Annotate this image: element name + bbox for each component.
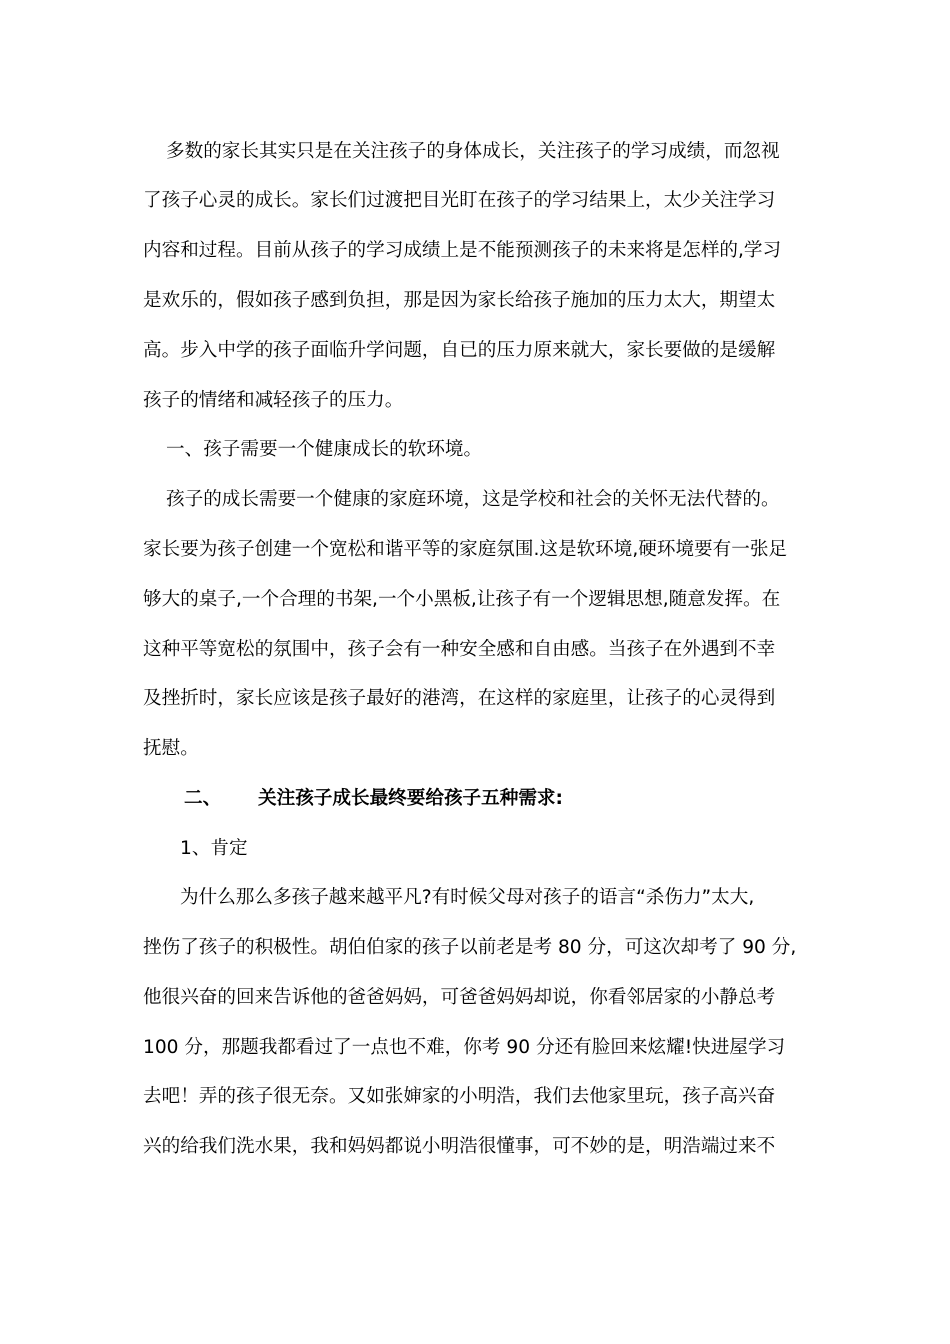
paragraph-2-line-3: 够大的桌子,一个合理的书架,一个小黑板,让孩子有一个逻辑思想,随意发挥。在 [143, 589, 781, 610]
paragraph-3-line-3: 他很兴奋的回来告诉他的爸爸妈妈，可爸爸妈妈却说，你看邻居家的小静总考 [143, 987, 776, 1008]
paragraph-2-line-1: 孩子的成长需要一个健康的家庭环境，这是学校和社会的关怀无法代替的。 [166, 489, 780, 510]
paragraph-3-line-1: 为什么那么多孩子越来越平凡?有时候父母对孩子的语言“杀伤力”太大, [180, 887, 755, 908]
paragraph-1-line-4: 是欢乐的，假如孩子感到负担，那是因为家长给孩子施加的压力太大，期望太 [143, 290, 776, 311]
paragraph-1-line-5: 高。步入中学的孩子面临升学问题，自已的压力原来就大，家长要做的是缓解 [143, 340, 776, 361]
paragraph-3-line-2: 挫伤了孩子的积极性。胡伯伯家的孩子以前老是考 80 分，可这次却考了 90 分, [143, 937, 797, 958]
paragraph-2-line-6: 抚慰。 [143, 738, 199, 759]
paragraph-3-line-4: 100 分，那题我都看过了一点也不难，你考 90 分还有脸回来炫耀!快进屋学习 [143, 1037, 786, 1058]
paragraph-2-line-4: 这种平等宽松的氛围中，孩子会有一种安全感和自由感。当孩子在外遇到不幸 [143, 639, 776, 660]
paragraph-3-line-6: 兴的给我们洗水果，我和妈妈都说小明浩很懂事，可不妙的是，明浩端过来不 [143, 1136, 776, 1157]
paragraph-1-line-2: 了孩子心灵的成长。家长们过渡把目光盯在孩子的学习结果上，太少关注学习 [143, 190, 776, 211]
paragraph-2-line-2: 家长要为孩子创建一个宽松和谐平等的家庭氛围.这是软环境,硬环境要有一张足 [143, 539, 788, 560]
section-heading-2-number: 二、 [184, 788, 222, 809]
subheading-affirmation: 1、肯定 [180, 838, 248, 859]
paragraph-1-line-6: 孩子的情绪和减轻孩子的压力。 [143, 390, 404, 411]
paragraph-1-line-3: 内容和过程。目前从孩子的学习成绩上是不能预测孩子的未来将是怎样的,学习 [143, 240, 782, 261]
section-heading-2-text: 关注孩子成长最终要给孩子五种需求: [258, 788, 563, 809]
paragraph-3-line-5: 去吧！弄的孩子很无奈。又如张婶家的小明浩，我们去他家里玩，孩子高兴奋 [143, 1086, 776, 1107]
paragraph-1-line-1: 多数的家长其实只是在关注孩子的身体成长，关注孩子的学习成绩，而忽视 [166, 141, 780, 162]
paragraph-2-line-5: 及挫折时，家长应该是孩子最好的港湾，在这样的家庭里，让孩子的心灵得到 [143, 688, 776, 709]
section-heading-1: 一、孩子需要一个健康成长的软环境。 [166, 439, 483, 460]
